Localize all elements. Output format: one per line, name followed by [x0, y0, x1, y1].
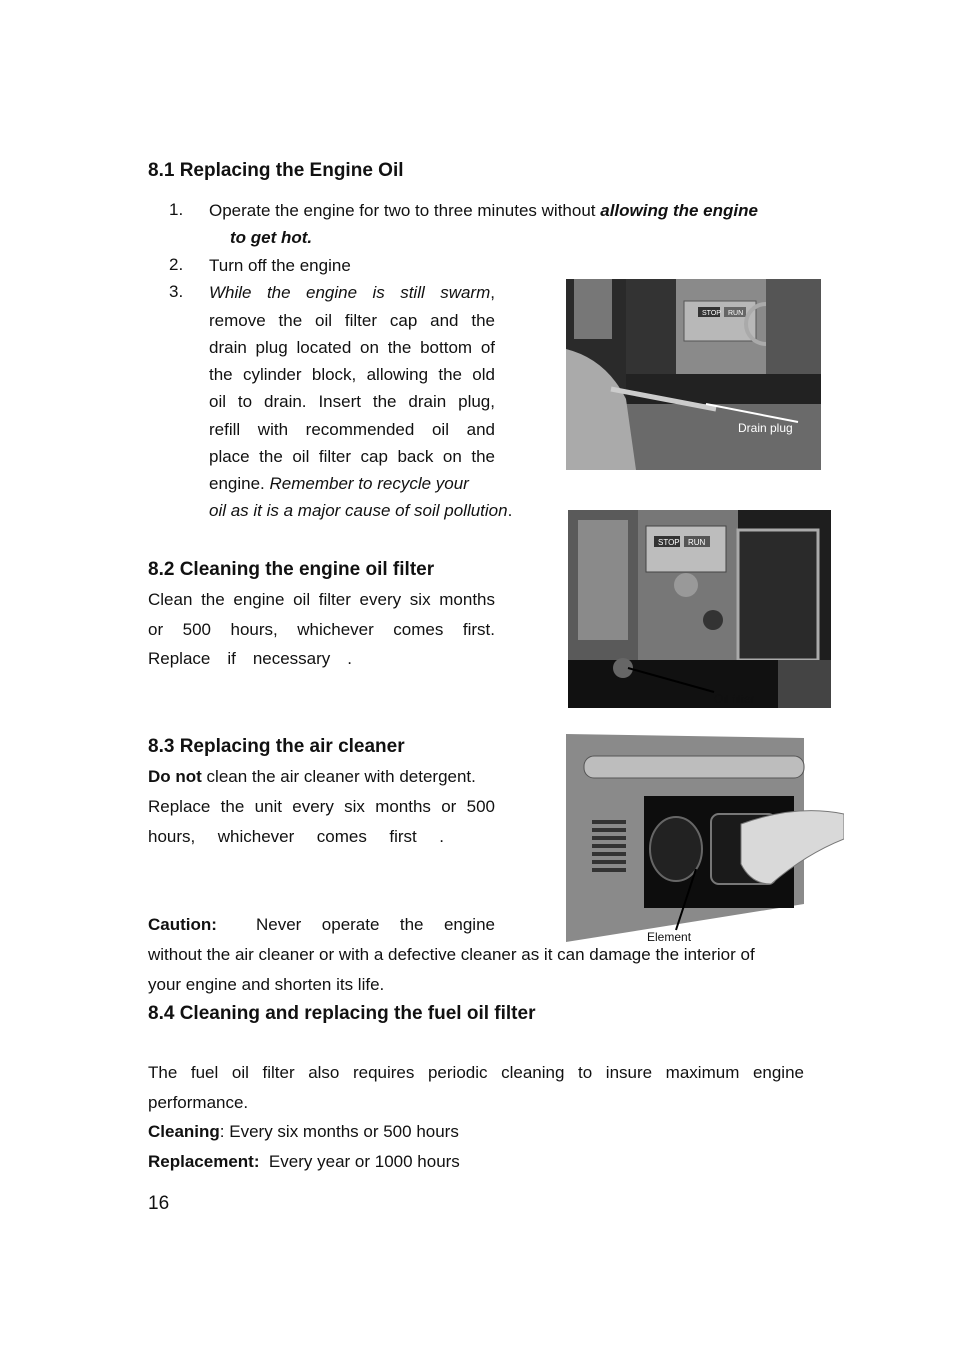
section-8-3-line-1: Do not clean the air cleaner with detergent.	[148, 767, 476, 786]
step-3-line-6: refill with recommended oil and	[209, 420, 495, 439]
step-3-line-9: oil as it is a major cause of soil pollution.	[209, 501, 513, 520]
drain-plug-illustration	[566, 279, 821, 470]
air-cleaner-illustration	[566, 734, 844, 942]
step-1-text: Operate the engine for two to three minutes without allowing the engine	[209, 201, 758, 220]
step-2-text: Turn off the engine	[209, 256, 351, 275]
caution-label: Caution:	[148, 915, 217, 934]
step-3-line-5: oil to drain. Insert the drain plug,	[209, 392, 495, 411]
drain-plug-photo	[566, 279, 821, 470]
section-8-3-line-2: Replace the unit every six months or 500	[148, 797, 495, 816]
cleaning-interval: Cleaning: Every six months or 500 hours	[148, 1122, 459, 1141]
section-8-2-line-2: or 500 hours, whichever comes first.	[148, 620, 495, 639]
step-3-line-8: engine. Remember to recycle your	[209, 474, 469, 493]
section-8-1-heading: 8.1 Replacing the Engine Oil	[148, 160, 404, 181]
oil-filter-label: Oil filter	[714, 692, 755, 706]
air-cleaner-photo	[566, 734, 844, 942]
section-8-2-heading: 8.2 Cleaning the engine oil filter	[148, 559, 435, 580]
step-2-number: 2.	[169, 255, 184, 274]
section-8-4-para-line-1: The fuel oil filter also requires periodic cleaning to insure maximum engine	[148, 1063, 804, 1082]
oil-filter-photo	[568, 510, 831, 708]
caution-line-2: without the air cleaner or with a defective cleaner as it can damage the interior of	[148, 945, 755, 964]
step-3-line-4: the cylinder block, allowing the old	[209, 365, 495, 384]
section-8-2-line-1: Clean the engine oil filter every six months	[148, 590, 495, 609]
section-8-4-heading: 8.4 Cleaning and replacing the fuel oil filter	[148, 1003, 536, 1024]
element-label: Element	[647, 930, 692, 942]
replacement-interval: Replacement: Every year or 1000 hours	[148, 1152, 460, 1171]
step-3-line-7: place the oil filter cap back on the	[209, 447, 495, 466]
section-8-2-line-3: Replace if necessary .	[148, 649, 352, 668]
step-3-line-2: remove the oil filter cap and the	[209, 311, 495, 330]
step-1-text-cont: to get hot.	[230, 228, 313, 247]
section-8-3-heading: 8.3 Replacing the air cleaner	[148, 736, 405, 757]
section-8-4-para-line-2: performance.	[148, 1093, 249, 1112]
caution-line-1: Never operate the engine	[256, 915, 495, 934]
run-label: RUN	[728, 310, 744, 317]
step-3-line-3: drain plug located on the bottom of	[209, 338, 495, 357]
caution-line-3: your engine and shorten its life.	[148, 975, 385, 994]
page-number: 16	[148, 1193, 170, 1214]
section-8-3-line-3: hours, whichever comes first .	[148, 827, 444, 846]
drain-plug-label: Drain plug	[738, 421, 793, 435]
oil-filter-illustration	[568, 510, 831, 708]
step-3-number: 3.	[169, 282, 184, 301]
stop-label-2: STOP	[658, 538, 680, 547]
stop-label: STOP	[702, 310, 721, 317]
step-3-line-1: While the engine is still swarm,	[209, 283, 495, 302]
step-1-number: 1.	[169, 200, 184, 219]
run-label-2: RUN	[688, 538, 706, 547]
